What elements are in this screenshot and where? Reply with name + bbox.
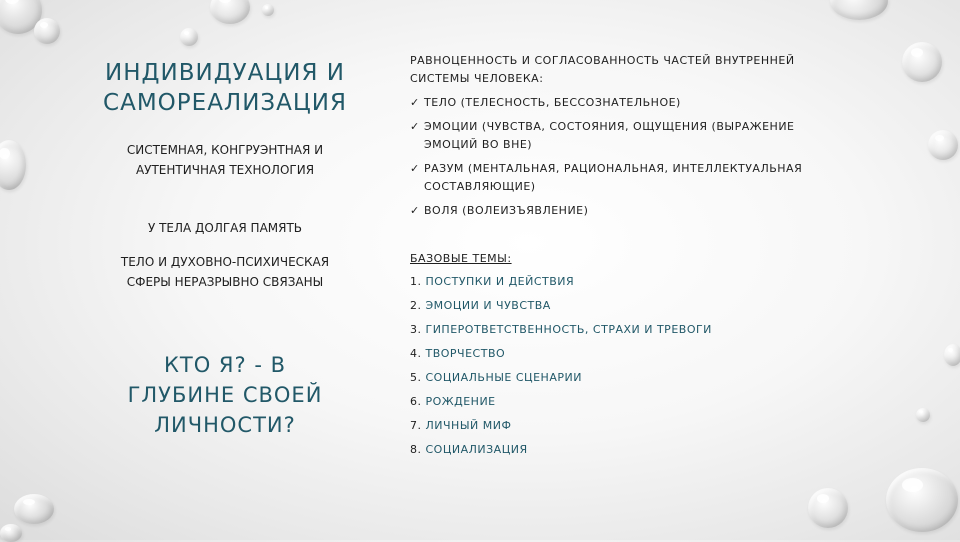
subtitle-line: СИСТЕМНАЯ, КОНГРУЭНТНАЯ И (126, 143, 324, 157)
body-mind-connection-text (60, 252, 390, 292)
theme-item (410, 370, 920, 386)
slide-title (60, 58, 390, 118)
theme-item (410, 346, 920, 362)
theme-text: ЛИЧНЫЙ МИФ (425, 419, 512, 432)
theme-number: 3. (410, 323, 422, 336)
water-drop (0, 524, 22, 542)
water-drop (928, 130, 958, 160)
theme-number: 6. (410, 395, 422, 408)
list-item-text: ЭМОЦИЙ ВО ВНЕ) (424, 138, 533, 151)
checkmark-icon: ✓ (410, 120, 420, 133)
base-themes-list (410, 274, 920, 458)
water-drop (180, 28, 198, 46)
water-drop (210, 0, 250, 24)
theme-item (410, 274, 920, 290)
list-item-text: РАЗУМ (МЕНТАЛЬНАЯ, РАЦИОНАЛЬНАЯ, ИНТЕЛЛЕКТУАЛЬНАЯ (424, 162, 803, 175)
base-themes-heading: БАЗОВЫЕ ТЕМЫ: (410, 252, 512, 265)
title-line: САМОРЕАЛИЗАЦИЯ (103, 90, 347, 116)
list-item (410, 160, 920, 196)
theme-text: ТВОРЧЕСТВО (425, 347, 506, 360)
theme-number: 1. (410, 275, 422, 288)
theme-item (410, 418, 920, 434)
water-drop (0, 140, 26, 190)
water-drop (944, 344, 960, 366)
list-item (410, 202, 920, 220)
theme-item (410, 394, 920, 410)
theme-item (410, 442, 920, 458)
system-intro (410, 52, 920, 88)
question-heading (60, 350, 390, 440)
list-item-text: ЭМОЦИИ (ЧУВСТВА, СОСТОЯНИЯ, ОЩУЩЕНИЯ (ВЫРАЖЕНИЕ (424, 120, 795, 133)
theme-item (410, 322, 920, 338)
theme-number: 2. (410, 299, 422, 312)
list-item (410, 118, 920, 154)
subtitle-line: АУТЕНТИЧНАЯ ТЕХНОЛОГИЯ (135, 163, 315, 177)
question-line: ГЛУБИНЕ СВОЕЙ (127, 383, 323, 407)
theme-number: 4. (410, 347, 422, 360)
theme-item (410, 298, 920, 314)
question-line: КТО Я? - В (163, 353, 286, 377)
body-memory-text: У ТЕЛА ДОЛГАЯ ПАМЯТЬ (147, 221, 303, 235)
water-drop (830, 0, 888, 20)
checkmark-icon: ✓ (410, 162, 420, 175)
water-drop (808, 488, 848, 528)
system-parts-list (410, 94, 920, 220)
question-line: ЛИЧНОСТИ? (154, 413, 296, 437)
checkmark-icon: ✓ (410, 96, 420, 109)
connected-line: ТЕЛО И ДУХОВНО-ПСИХИЧЕСКАЯ (120, 255, 330, 269)
title-line: ИНДИВИДУАЦИЯ И (105, 60, 345, 86)
theme-number: 7. (410, 419, 422, 432)
water-drop (886, 468, 958, 532)
theme-number: 5. (410, 371, 422, 384)
water-drop (14, 494, 54, 524)
theme-text: СОЦИАЛИЗАЦИЯ (425, 443, 528, 456)
technology-subtitle (60, 140, 390, 180)
right-column (410, 52, 920, 466)
list-item-text: ТЕЛО (ТЕЛЕСНОСТЬ, БЕССОЗНАТЕЛЬНОЕ) (424, 96, 681, 109)
theme-text: ГИПЕРОТВЕТСТВЕННОСТЬ, СТРАХИ И ТРЕВОГИ (425, 323, 712, 336)
theme-text: ПОСТУПКИ И ДЕЙСТВИЯ (425, 275, 575, 288)
theme-text: СОЦИАЛЬНЫЕ СЦЕНАРИИ (425, 371, 582, 384)
left-column (60, 58, 390, 440)
theme-text: ЭМОЦИИ И ЧУВСТВА (425, 299, 551, 312)
water-drop (262, 4, 274, 16)
list-item (410, 94, 920, 112)
list-item-text: ВОЛЯ (ВОЛЕИЗЪЯВЛЕНИЕ) (424, 204, 589, 217)
water-drop (0, 0, 42, 34)
intro-line: СИСТЕМЫ ЧЕЛОВЕКА: (410, 72, 544, 85)
water-drop (34, 18, 60, 44)
theme-number: 8. (410, 443, 422, 456)
intro-line: РАВНОЦЕННОСТЬ И СОГЛАСОВАННОСТЬ ЧАСТЕЙ ВНУТРЕННЕЙ (410, 54, 795, 67)
theme-text: РОЖДЕНИЕ (425, 395, 496, 408)
checkmark-icon: ✓ (410, 204, 420, 217)
connected-line: СФЕРЫ НЕРАЗРЫВНО СВЯЗАНЫ (126, 275, 324, 289)
list-item-text: СОСТАВЛЯЮЩИЕ) (424, 180, 536, 193)
